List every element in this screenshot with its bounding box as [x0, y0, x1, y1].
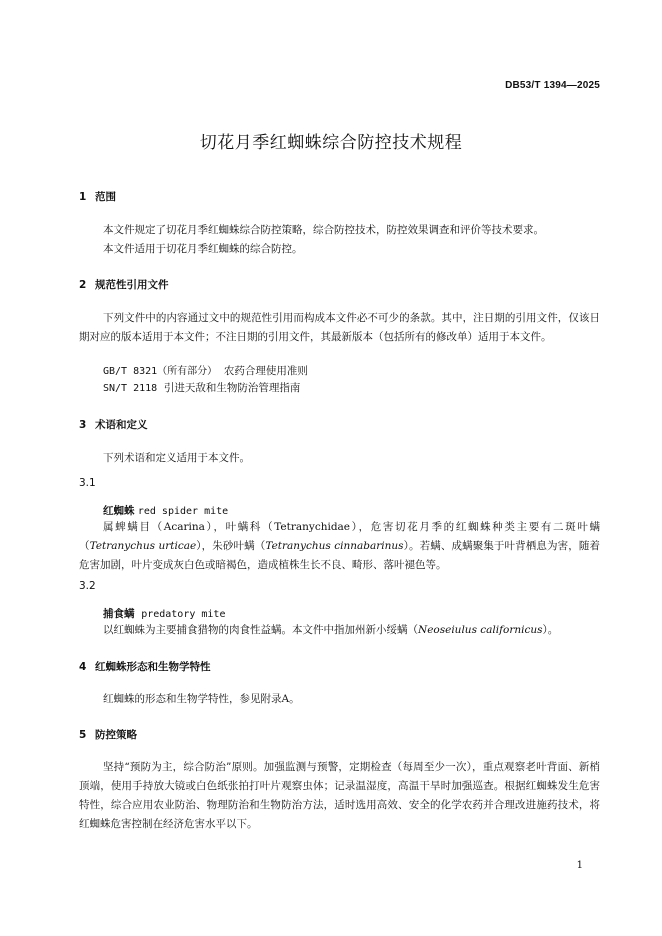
section-1-heading — [79, 189, 116, 204]
section-title: 规范性引用文件 — [95, 279, 169, 291]
scientific-name: Tetranychus cinnabarinus — [265, 540, 404, 552]
page-title: 切花月季红蜘蛛综合防控技术规程 — [199, 133, 463, 153]
section-1-paragraph-1: 本文件规定了切花月季红蜘蛛综合防控策略，综合防控技术，防控效果调查和评价等技术要求。 — [103, 224, 544, 236]
term-english: predatory mite — [141, 609, 226, 620]
section-3-heading — [79, 417, 148, 432]
term-chinese: 红蜘蛛 — [103, 505, 135, 517]
definition-text: ）。 — [542, 624, 559, 636]
section-5-paragraph-1: 坚持“预防为主，综合防治”原则。加强监测与预警，定期检查（每周至少一次），重点观察老叶背面、新梢顶端，使用手持放大镜或白色纸张拍打叶片观察虫体；记录温湿度，高温干旱时加强巡查。根据红蜘蛛发生危害特性，综合应用农业防治、物理防治和生物防治方法，适时选用高效、安全的化学农药并合理改进施药技术，将红蜘蛛危害控制在经济危害水平以下。 — [79, 761, 600, 830]
term-number: 3.2 — [79, 580, 96, 592]
section-number: 2 — [79, 279, 87, 291]
section-4-paragraph-1: 红蜘蛛的形态和生物学特性，参见附录A。 — [103, 693, 300, 705]
term-definition — [79, 621, 600, 640]
section-number: 3 — [79, 419, 87, 431]
definition-text: ）。若螨、成螨聚集于叶背栖息为害，随着危害加剧，叶片变成灰白色或暗褐色，造成植株生长不良、畸形、落叶褪色等。 — [79, 540, 600, 571]
term-definition — [79, 518, 600, 575]
section-4-heading — [79, 659, 211, 674]
definition-text: Tetranychidae — [274, 521, 351, 533]
section-number: 1 — [79, 191, 87, 203]
section-number: 4 — [79, 661, 87, 673]
reference-code: SN/T 2118 — [103, 383, 158, 394]
term-heading — [103, 503, 228, 518]
section-1-paragraph-2: 本文件适用于切花月季红蜘蛛的综合防控。 — [103, 243, 303, 255]
section-2-paragraph-1: 下列文件中的内容通过文中的规范性引用而构成本文件必不可少的条款。其中，注日期的引用文件，仅该日期对应的版本适用于本文件；不注日期的引用文件，其最新版本（包括所有的修改单）适用于本文件。 — [79, 312, 600, 343]
normative-reference — [103, 380, 300, 395]
section-title: 范围 — [95, 191, 116, 203]
definition-text: 属蜱螨目（ — [103, 521, 164, 533]
term-heading — [103, 606, 225, 621]
section-number: 5 — [79, 729, 87, 741]
normative-reference — [103, 362, 308, 378]
definition-text: Acarina — [163, 521, 205, 533]
reference-code: GB/T 8321（所有部分） — [103, 366, 218, 377]
reference-name: 农药合理使用准则 — [223, 365, 308, 377]
reference-name: 引进天敌和生物防治管理指南 — [163, 382, 301, 394]
definition-text: ），危害切花月季的红蜘蛛种类主要有二斑叶螨（ — [79, 521, 601, 552]
definition-text: 以红蜘蛛为主要捕食猎物的肉食性益螨。本文件中指加州新小绥螨（ — [103, 624, 418, 636]
page-number: 1 — [576, 860, 583, 871]
scientific-name: Tetranychus urticae — [89, 540, 197, 552]
section-3-paragraph-1: 下列术语和定义适用于本文件。 — [103, 452, 250, 464]
section-2-heading — [79, 277, 169, 292]
scientific-name: Neoseiulus californicus — [418, 624, 543, 636]
definition-text: ），叶螨科（ — [204, 521, 275, 533]
term-number: 3.1 — [79, 477, 96, 489]
term-english: red spider mite — [137, 506, 229, 517]
definition-text: ），朱砂叶螨（ — [196, 540, 266, 552]
section-title: 防控策略 — [95, 729, 137, 741]
section-title: 红蜘蛛形态和生物学特性 — [95, 661, 211, 673]
term-chinese: 捕食螨 — [103, 608, 135, 620]
section-title: 术语和定义 — [95, 419, 148, 431]
document-number: DB53/T 1394—2025 — [505, 80, 600, 91]
section-5-heading — [79, 727, 137, 742]
